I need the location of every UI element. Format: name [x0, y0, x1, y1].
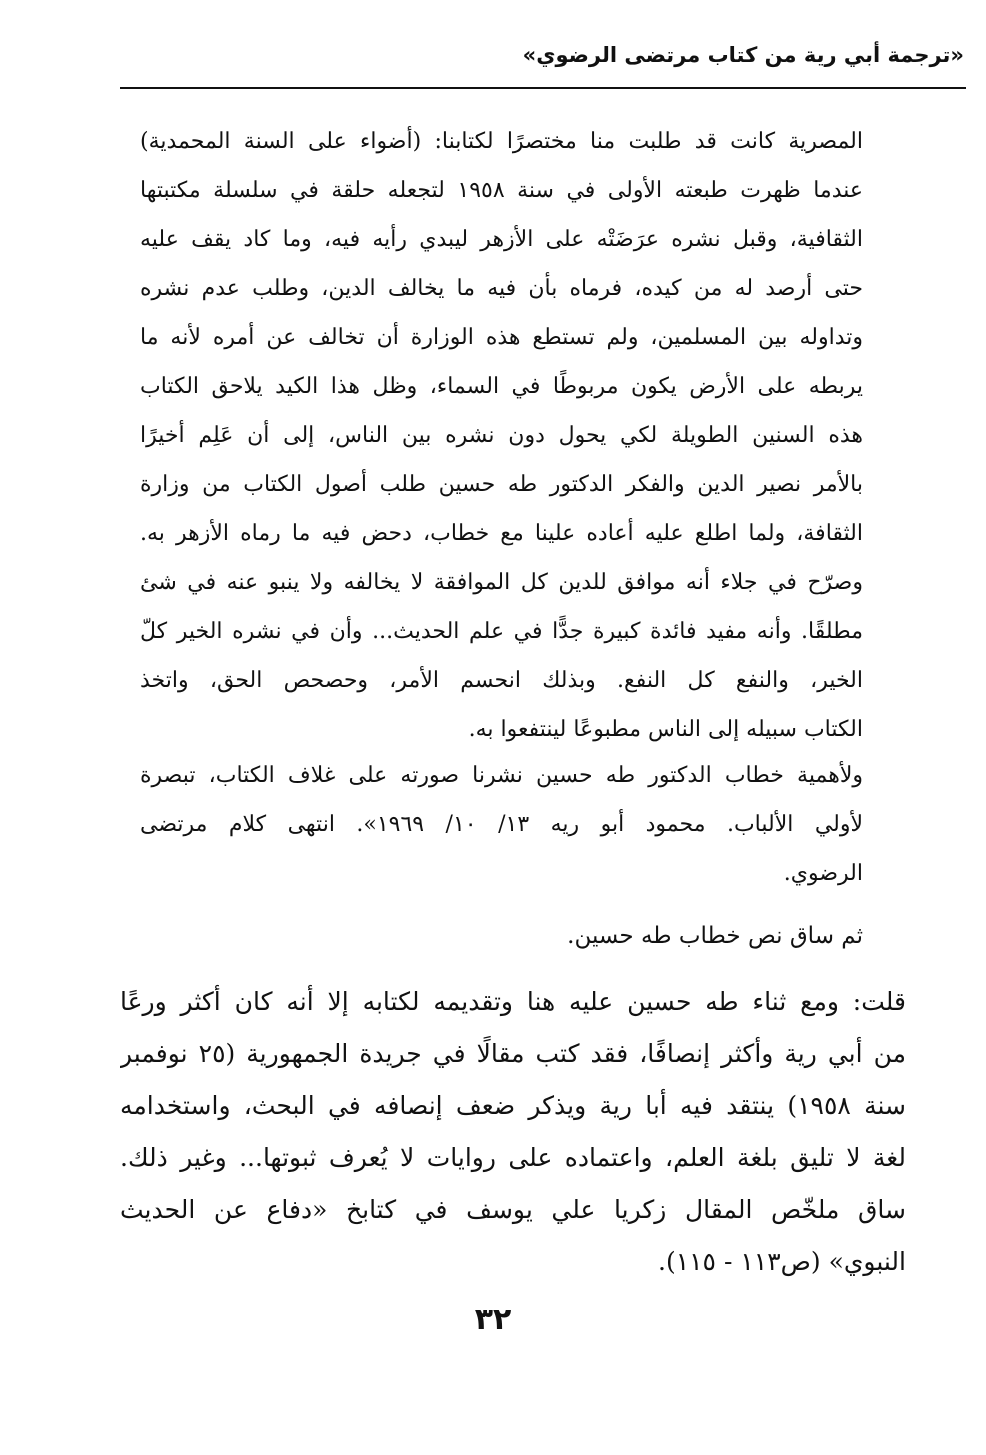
text-line: ساق ملخّص المقال زكريا علي يوسف في كتابخ «دفاع عن الحديث: [120, 1195, 906, 1224]
text-line: عندما ظهرت طبعته الأولى في سنة ١٩٥٨ لتجعله حلقة في سلسلة مكتبتها: [140, 178, 863, 203]
text-line: قلت: ومع ثناء طه حسين عليه هنا وتقديمه لكتابه إلا أنه كان أكثر ورعًا: [120, 987, 906, 1016]
text-line: الخير، والنفع كل النفع. وبذلك انحسم الأمر، وحصحص الحق، واتخذ: [140, 668, 863, 693]
text-line: حتى أرصد له من كيده، فرماه بأن فيه ما يخالف الدين، وطلب عدم نشره: [140, 276, 863, 301]
text-line: ولأهمية خطاب الدكتور طه حسين نشرنا صورته على غلاف الكتاب، تبصرة: [140, 763, 863, 788]
text-line: وتداوله بين المسلمين، ولم تستطع هذه الوزارة أن تخالف عن أمره لأنه ما: [140, 325, 863, 350]
text-line: مطلقًا. وأنه مفيد فائدة كبيرة جدًّا في علم الحديث... وأن في نشره الخير كلّ: [140, 619, 863, 644]
text-line: لغة لا تليق بلغة العلم، واعتماده على روايات لا يُعرف ثبوتها... وغير ذلك.: [120, 1143, 906, 1172]
text-line: لأولي الألباب. محمود أبو ريه ١٣/ ١٠/ ١٩٦٩». انتهى كلام مرتضى: [140, 812, 863, 837]
text-line: الثقافة، ولما اطلع عليه أعاده علينا مع خطاب، دحض فيه ما رماه الأزهر به.: [140, 521, 863, 546]
quoted-paragraph-1: [140, 117, 863, 754]
text-line: من أبي رية وأكثر إنصافًا، فقد كتب مقالًا في جريدة الجمهورية (٢٥ نوفمبر: [120, 1039, 906, 1068]
text-line: سنة ١٩٥٨) ينتقد فيه أبا رية ويذكر ضعف إنصافه في البحث، واستخدامه: [120, 1091, 906, 1120]
text-line: النبوي» (ص١١٣ - ١١٥).: [658, 1247, 906, 1276]
main-paragraph: [120, 976, 906, 1288]
text-line: هذه السنين الطويلة لكي يحول دون نشره بين الناس، إلى أن عَلِم أخيرًا: [140, 423, 863, 448]
text-line: ثم ساق نص خطاب طه حسين.: [567, 923, 863, 949]
text-line: وصرّح في جلاء أنه موافق للدين كل الموافقة لا يخالفه ولا ينبو عنه في شئ: [140, 570, 863, 595]
text-line: بالأمر نصير الدين والفكر الدكتور طه حسين طلب أصول الكتاب من وزارة: [140, 472, 863, 497]
header-rule: [120, 87, 966, 89]
text-line: الكتاب سبيله إلى الناس مطبوعًا لينتفعوا به.: [468, 717, 863, 742]
quoted-paragraph-3: [140, 913, 863, 959]
text-line: يربطه على الأرض يكون مربوطًا في السماء، وظل هذا الكيد يلاحق الكتاب: [140, 374, 863, 399]
quoted-paragraph-2: [140, 751, 863, 898]
text-line: المصرية كانت قد طلبت منا مختصرًا لكتابنا: (أضواء على السنة المحمدية): [140, 129, 863, 154]
text-line: الثقافية، وقبل نشره عرَضَتْه على الأزهر ليبدي رأيه فيه، وما كاد يقف عليه: [140, 227, 863, 252]
running-title: «ترجمة أبي رية من كتاب مرتضى الرضوي»: [522, 43, 964, 67]
text-line: الرضوي.: [783, 861, 863, 886]
page-number: ٣٢: [474, 1302, 512, 1337]
